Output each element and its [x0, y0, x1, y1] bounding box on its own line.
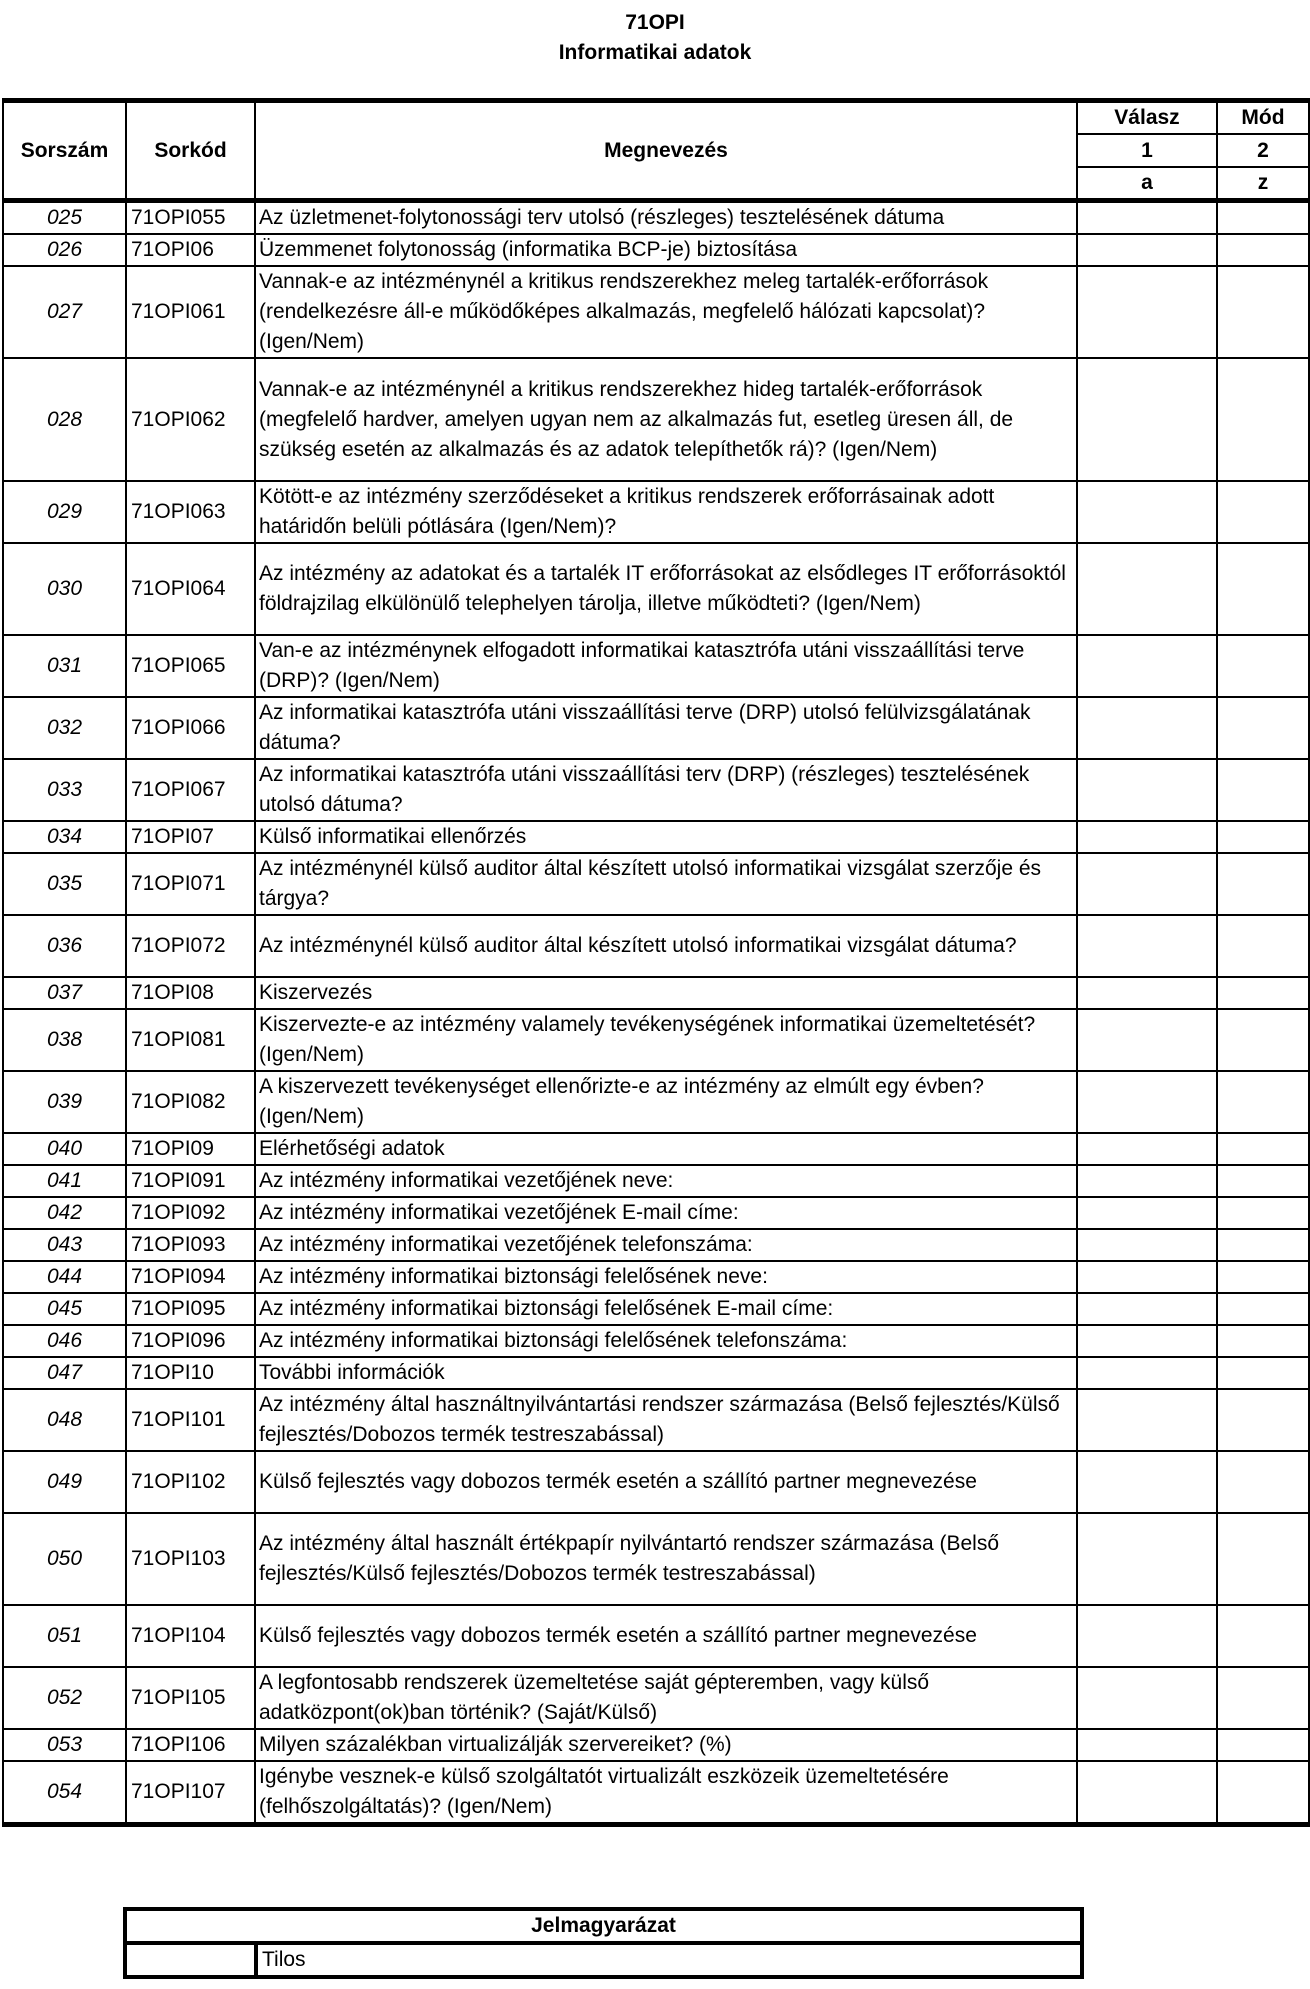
answer-cell[interactable]	[1077, 1357, 1217, 1389]
row-number: 028	[3, 358, 126, 481]
row-number: 033	[3, 759, 126, 821]
row-number: 052	[3, 1667, 126, 1729]
answer-cell[interactable]	[1077, 1197, 1217, 1229]
answer-cell[interactable]	[1077, 266, 1217, 358]
row-description: Külső fejlesztés vagy dobozos termék esetén a szállító partner megnevezése	[255, 1605, 1077, 1667]
col-mod-number: 2	[1217, 134, 1309, 167]
legend-swatch	[125, 1943, 256, 1977]
row-description: Kiszervezte-e az intézmény valamely tevékenységének informatikai üzemeltetését? (Igen/Nem)	[255, 1009, 1077, 1071]
row-code: 71OPI106	[126, 1729, 255, 1761]
row-code: 71OPI095	[126, 1293, 255, 1325]
row-code: 71OPI092	[126, 1197, 255, 1229]
row-number: 030	[3, 543, 126, 635]
row-code: 71OPI101	[126, 1389, 255, 1451]
row-code: 71OPI08	[126, 977, 255, 1009]
row-description: Elérhetőségi adatok	[255, 1133, 1077, 1165]
table-body	[3, 201, 1309, 1825]
mode-cell[interactable]	[1217, 1389, 1309, 1451]
table-header	[3, 101, 1309, 201]
mode-cell[interactable]	[1217, 635, 1309, 697]
col-valasz-type: a	[1077, 167, 1217, 201]
answer-cell[interactable]	[1077, 201, 1217, 235]
row-code: 71OPI061	[126, 266, 255, 358]
mode-cell[interactable]	[1217, 201, 1309, 235]
answer-cell[interactable]	[1077, 1667, 1217, 1729]
col-sorszam: Sorszám	[3, 101, 126, 201]
row-code: 71OPI062	[126, 358, 255, 481]
row-number: 034	[3, 821, 126, 853]
mode-cell[interactable]	[1217, 1761, 1309, 1825]
data-table	[2, 98, 1310, 1827]
mode-cell[interactable]	[1217, 1165, 1309, 1197]
row-code: 71OPI06	[126, 234, 255, 266]
mode-cell[interactable]	[1217, 915, 1309, 977]
answer-cell[interactable]	[1077, 1261, 1217, 1293]
table-row	[3, 1761, 1309, 1825]
row-number: 036	[3, 915, 126, 977]
mode-cell[interactable]	[1217, 266, 1309, 358]
row-code: 71OPI107	[126, 1761, 255, 1825]
row-description: Vannak-e az intézménynél a kritikus rendszerekhez hideg tartalék-erőforrások (megfelelő hardver, amelyen ugyan nem az alkalmazás fut, esetleg üresen áll, de szükség esetén az alkalmazás és az adatok telepíthetők rá)? (Igen/Nem)	[255, 358, 1077, 481]
row-number: 041	[3, 1165, 126, 1197]
row-description: Az intézmény informatikai vezetőjének E-mail címe:	[255, 1197, 1077, 1229]
row-description: Külső informatikai ellenőrzés	[255, 821, 1077, 853]
table-row	[3, 543, 1309, 635]
table-row	[3, 1729, 1309, 1761]
table-row	[3, 1357, 1309, 1389]
answer-cell[interactable]	[1077, 1133, 1217, 1165]
row-number: 038	[3, 1009, 126, 1071]
row-description: Az üzletmenet-folytonossági terv utolsó (részleges) tesztelésének dátuma	[255, 201, 1077, 235]
mode-cell[interactable]	[1217, 759, 1309, 821]
row-number: 048	[3, 1389, 126, 1451]
answer-cell[interactable]	[1077, 915, 1217, 977]
row-number: 044	[3, 1261, 126, 1293]
row-description: Üzemmenet folytonosság (informatika BCP-je) biztosítása	[255, 234, 1077, 266]
mode-cell[interactable]	[1217, 1261, 1309, 1293]
mode-cell[interactable]	[1217, 543, 1309, 635]
table-row	[3, 1605, 1309, 1667]
row-code: 71OPI103	[126, 1513, 255, 1605]
table-row	[3, 1197, 1309, 1229]
row-description: Az intézmény az adatokat és a tartalék IT erőforrásokat az elsődleges IT erőforrásoktól földrajzilag elkülönülő telephelyen tárolja, illetve működteti? (Igen/Nem)	[255, 543, 1077, 635]
answer-cell[interactable]	[1077, 759, 1217, 821]
row-code: 71OPI071	[126, 853, 255, 915]
table-row	[3, 358, 1309, 481]
row-number: 042	[3, 1197, 126, 1229]
mode-cell[interactable]	[1217, 358, 1309, 481]
row-description: Az informatikai katasztrófa utáni visszaállítási terve (DRP) utolsó felülvizsgálatának dátuma?	[255, 697, 1077, 759]
row-number: 027	[3, 266, 126, 358]
col-valasz: Válasz	[1077, 101, 1217, 135]
answer-cell[interactable]	[1077, 234, 1217, 266]
mode-cell[interactable]	[1217, 1605, 1309, 1667]
mode-cell[interactable]	[1217, 481, 1309, 543]
row-number: 035	[3, 853, 126, 915]
row-code: 71OPI064	[126, 543, 255, 635]
mode-cell[interactable]	[1217, 1133, 1309, 1165]
mode-cell[interactable]	[1217, 1357, 1309, 1389]
row-description: Az intézménynél külső auditor által készített utolsó informatikai vizsgálat szerzője és tárgya?	[255, 853, 1077, 915]
row-number: 043	[3, 1229, 126, 1261]
row-code: 71OPI10	[126, 1357, 255, 1389]
row-code: 71OPI066	[126, 697, 255, 759]
mode-cell[interactable]	[1217, 1293, 1309, 1325]
answer-cell[interactable]	[1077, 1325, 1217, 1357]
answer-cell[interactable]	[1077, 853, 1217, 915]
col-megnevezes: Megnevezés	[255, 101, 1077, 201]
row-description: Az intézmény informatikai biztonsági felelősének E-mail címe:	[255, 1293, 1077, 1325]
table-row	[3, 1133, 1309, 1165]
table-row	[3, 915, 1309, 977]
row-description: Az intézmény informatikai vezetőjének telefonszáma:	[255, 1229, 1077, 1261]
answer-cell[interactable]	[1077, 1729, 1217, 1761]
table-row	[3, 1071, 1309, 1133]
row-code: 71OPI067	[126, 759, 255, 821]
col-sorkod: Sorkód	[126, 101, 255, 201]
row-description: A legfontosabb rendszerek üzemeltetése saját gépteremben, vagy külső adatközpont(ok)ban történik? (Saját/Külső)	[255, 1667, 1077, 1729]
answer-cell[interactable]	[1077, 481, 1217, 543]
mode-cell[interactable]	[1217, 234, 1309, 266]
row-code: 71OPI104	[126, 1605, 255, 1667]
mode-cell[interactable]	[1217, 977, 1309, 1009]
answer-cell[interactable]	[1077, 1605, 1217, 1667]
table-row	[3, 977, 1309, 1009]
row-description: Kiszervezés	[255, 977, 1077, 1009]
row-code: 71OPI055	[126, 201, 255, 235]
answer-cell[interactable]	[1077, 1451, 1217, 1513]
answer-cell[interactable]	[1077, 1293, 1217, 1325]
row-description: Az intézmény által használt értékpapír nyilvántartó rendszer származása (Belső fejlesztés/Külső fejlesztés/Dobozos termék testreszabással)	[255, 1513, 1077, 1605]
mode-cell[interactable]	[1217, 1071, 1309, 1133]
answer-cell[interactable]	[1077, 1389, 1217, 1451]
row-description: A kiszervezett tevékenységet ellenőrizte-e az intézmény az elmúlt egy évben? (Igen/Nem)	[255, 1071, 1077, 1133]
table-row	[3, 1293, 1309, 1325]
row-number: 032	[3, 697, 126, 759]
table-row	[3, 821, 1309, 853]
mode-cell[interactable]	[1217, 1513, 1309, 1605]
mode-cell[interactable]	[1217, 1009, 1309, 1071]
table-row	[3, 1513, 1309, 1605]
row-code: 71OPI082	[126, 1071, 255, 1133]
row-code: 71OPI072	[126, 915, 255, 977]
mode-cell[interactable]	[1217, 1229, 1309, 1261]
row-description: Az intézménynél külső auditor által készített utolsó informatikai vizsgálat dátuma?	[255, 915, 1077, 977]
mode-cell[interactable]	[1217, 1197, 1309, 1229]
row-description: Az intézmény által használtnyilvántartási rendszer származása (Belső fejlesztés/Külső fejlesztés/Dobozos termék testreszabással)	[255, 1389, 1077, 1451]
mode-cell[interactable]	[1217, 697, 1309, 759]
answer-cell[interactable]	[1077, 821, 1217, 853]
answer-cell[interactable]	[1077, 1071, 1217, 1133]
mode-cell[interactable]	[1217, 1325, 1309, 1357]
answer-cell[interactable]	[1077, 977, 1217, 1009]
row-number: 050	[3, 1513, 126, 1605]
row-number: 039	[3, 1071, 126, 1133]
row-code: 71OPI094	[126, 1261, 255, 1293]
row-description: Kötött-e az intézmény szerződéseket a kritikus rendszerek erőforrásainak adott határidőn belüli pótlására (Igen/Nem)?	[255, 481, 1077, 543]
answer-cell[interactable]	[1077, 1009, 1217, 1071]
row-description: Az informatikai katasztrófa utáni visszaállítási terv (DRP) (részleges) tesztelésének utolsó dátuma?	[255, 759, 1077, 821]
row-number: 031	[3, 635, 126, 697]
answer-cell[interactable]	[1077, 635, 1217, 697]
answer-cell[interactable]	[1077, 1165, 1217, 1197]
legend-title: Jelmagyarázat	[125, 1909, 1082, 1943]
row-description: Az intézmény informatikai biztonsági felelősének telefonszáma:	[255, 1325, 1077, 1357]
row-number: 049	[3, 1451, 126, 1513]
answer-cell[interactable]	[1077, 1761, 1217, 1825]
row-code: 71OPI102	[126, 1451, 255, 1513]
mode-cell[interactable]	[1217, 853, 1309, 915]
mode-cell[interactable]	[1217, 1729, 1309, 1761]
row-number: 046	[3, 1325, 126, 1357]
row-description: Van-e az intézménynek elfogadott informatikai katasztrófa utáni visszaállítási terve (DRP)? (Igen/Nem)	[255, 635, 1077, 697]
table-row	[3, 759, 1309, 821]
row-code: 71OPI081	[126, 1009, 255, 1071]
row-number: 054	[3, 1761, 126, 1825]
row-code: 71OPI105	[126, 1667, 255, 1729]
table-row	[3, 234, 1309, 266]
row-description: További információk	[255, 1357, 1077, 1389]
table-row	[3, 635, 1309, 697]
row-number: 037	[3, 977, 126, 1009]
legend-item-tilos: Tilos	[256, 1943, 1082, 1977]
table-row	[3, 1261, 1309, 1293]
answer-cell[interactable]	[1077, 543, 1217, 635]
row-number: 047	[3, 1357, 126, 1389]
row-description: Az intézmény informatikai vezetőjének neve:	[255, 1165, 1077, 1197]
answer-cell[interactable]	[1077, 358, 1217, 481]
mode-cell[interactable]	[1217, 821, 1309, 853]
row-description: Az intézmény informatikai biztonsági felelősének neve:	[255, 1261, 1077, 1293]
row-code: 71OPI07	[126, 821, 255, 853]
table-row	[3, 481, 1309, 543]
row-number: 040	[3, 1133, 126, 1165]
row-code: 71OPI063	[126, 481, 255, 543]
row-description: Külső fejlesztés vagy dobozos termék esetén a szállító partner megnevezése	[255, 1451, 1077, 1513]
answer-cell[interactable]	[1077, 697, 1217, 759]
legend-table	[123, 1907, 1084, 1979]
table-row	[3, 1325, 1309, 1357]
table-row	[3, 697, 1309, 759]
table-row	[3, 1389, 1309, 1451]
col-mod-type: z	[1217, 167, 1309, 201]
table-row	[3, 853, 1309, 915]
table-row	[3, 1451, 1309, 1513]
answer-cell[interactable]	[1077, 1229, 1217, 1261]
row-code: 71OPI096	[126, 1325, 255, 1357]
row-number: 051	[3, 1605, 126, 1667]
row-number: 045	[3, 1293, 126, 1325]
table-row	[3, 1165, 1309, 1197]
table-row	[3, 1009, 1309, 1071]
table-row	[3, 201, 1309, 235]
row-number: 053	[3, 1729, 126, 1761]
table-row	[3, 1229, 1309, 1261]
row-code: 71OPI065	[126, 635, 255, 697]
mode-cell[interactable]	[1217, 1451, 1309, 1513]
report-title: Informatikai adatok	[558, 41, 752, 64]
answer-cell[interactable]	[1077, 1513, 1217, 1605]
table-row	[3, 266, 1309, 358]
col-mod: Mód	[1217, 101, 1309, 135]
row-description: Igénybe vesznek-e külső szolgáltatót virtualizált eszközeik üzemeltetésére (felhőszolgáltatás)? (Igen/Nem)	[255, 1761, 1077, 1825]
report-code: 71OPI	[625, 11, 685, 34]
col-valasz-number: 1	[1077, 134, 1217, 167]
row-number: 025	[3, 201, 126, 235]
row-code: 71OPI093	[126, 1229, 255, 1261]
row-code: 71OPI09	[126, 1133, 255, 1165]
table-row	[3, 1667, 1309, 1729]
row-number: 026	[3, 234, 126, 266]
row-description: Milyen százalékban virtualizálják szervereiket? (%)	[255, 1729, 1077, 1761]
row-number: 029	[3, 481, 126, 543]
row-code: 71OPI091	[126, 1165, 255, 1197]
row-description: Vannak-e az intézménynél a kritikus rendszerekhez meleg tartalék-erőforrások (rendelkezésre áll-e működőképes alkalmazás, megfelelő hálózati kapcsolat)? (Igen/Nem)	[255, 266, 1077, 358]
mode-cell[interactable]	[1217, 1667, 1309, 1729]
